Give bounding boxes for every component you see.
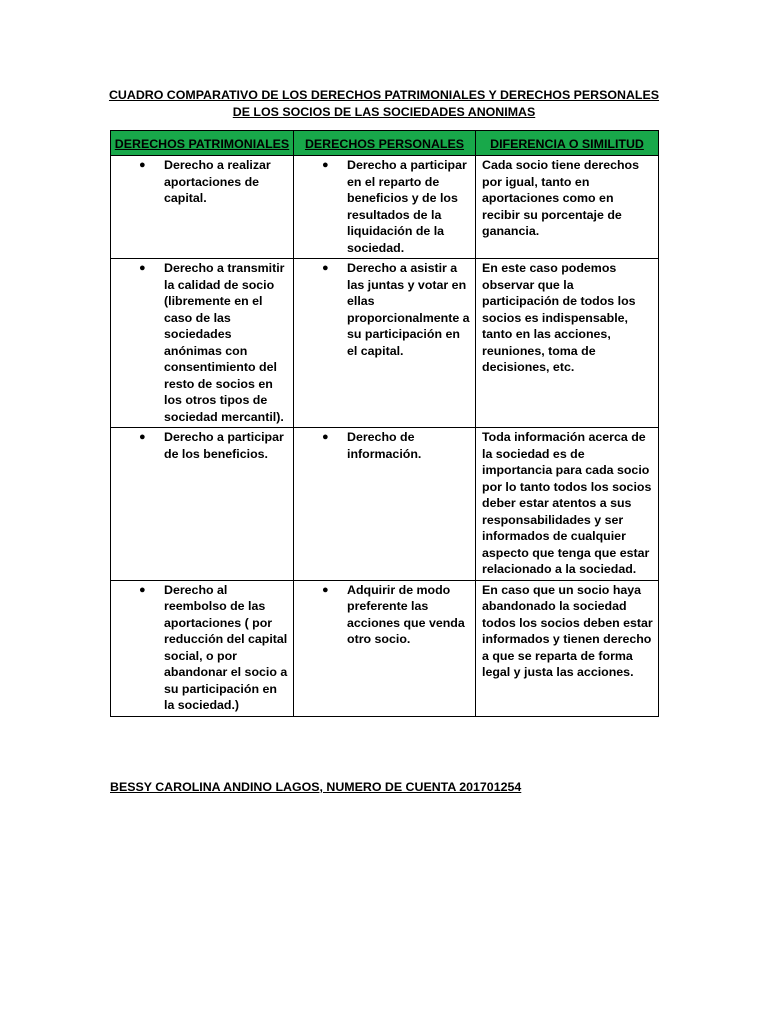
table-row bbox=[111, 428, 659, 581]
cell-patrimoniales bbox=[111, 259, 294, 428]
cell-patrimoniales bbox=[111, 428, 294, 581]
cell-text: Derecho a participar en el reparto de beneficios y de los resultados de la liquidación de la sociedad. bbox=[347, 158, 467, 255]
cell-text: Adquirir de modo preferente las acciones que venda otro socio. bbox=[347, 582, 465, 646]
comparison-table bbox=[110, 130, 659, 717]
bullet-icon: ● bbox=[322, 262, 329, 274]
document-title: CUADRO COMPARATIVO DE LOS DERECHOS PATRIMONIALES Y DERECHOS PERSONALES DE LOS SOCIOS DE LAS SOCIEDADES ANONIMAS bbox=[108, 88, 660, 119]
bullet-icon: ● bbox=[139, 262, 146, 274]
cell-diferencia bbox=[476, 156, 659, 259]
cell-personales bbox=[294, 580, 476, 716]
cell-text: Derecho a participar de los beneficios. bbox=[164, 430, 284, 461]
header-personales: DERECHOS PERSONALES bbox=[294, 131, 476, 156]
bullet-icon: ● bbox=[139, 431, 146, 443]
table-row bbox=[111, 580, 659, 716]
cell-text: Derecho a transmitir la calidad de socio (libremente en el caso de las sociedades anónimas con consentimiento del resto de socios en los otros tipos de sociedad mercantil). bbox=[164, 261, 285, 424]
cell-text: Derecho a realizar aportaciones de capital. bbox=[164, 158, 271, 205]
cell-text: Derecho a asistir a las juntas y votar en ellas proporcionalmente a su participación en el capital. bbox=[347, 261, 470, 358]
bullet-icon: ● bbox=[139, 583, 146, 596]
bullet-icon: ● bbox=[322, 159, 329, 171]
cell-personales bbox=[294, 428, 476, 581]
table-header-row bbox=[111, 131, 659, 156]
cell-text: Derecho al reembolso de las aportaciones ( por reducción del capital social, o por abandonar el socio a su participación en la sociedad.) bbox=[164, 582, 288, 712]
cell-text: En caso que un socio haya abandonado la sociedad todos los socios deben estar informados y tienen derecho a que se reparta de forma legal y justa las acciones. bbox=[482, 582, 653, 679]
cell-text: Derecho de información. bbox=[347, 430, 422, 461]
cell-text: Toda información acerca de la sociedad es de importancia para cada socio por lo tanto todos los socios deber estar atentos a sus responsabilidades y ser informados de cualquier aspecto que tenga que estar relacionado a la sociedad. bbox=[482, 430, 652, 576]
cell-text: En este caso podemos observar que la participación de todos los socios es indispensable, tanto en las acciones, reuniones, toma de decisiones, etc. bbox=[482, 261, 636, 374]
cell-personales bbox=[294, 259, 476, 428]
bullet-icon: ● bbox=[322, 431, 329, 443]
author-footer: BESSY CAROLINA ANDINO LAGOS, NUMERO DE CUENTA 201701254 bbox=[110, 780, 522, 794]
header-diferencia: DIFERENCIA O SIMILITUD bbox=[476, 131, 659, 156]
table-row bbox=[111, 259, 659, 428]
bullet-icon: ● bbox=[139, 159, 146, 171]
cell-text: Cada socio tiene derechos por igual, tanto en aportaciones como en recibir su porcentaje de ganancia. bbox=[482, 158, 640, 238]
cell-diferencia bbox=[476, 428, 659, 581]
cell-personales bbox=[294, 156, 476, 259]
cell-diferencia bbox=[476, 580, 659, 716]
cell-diferencia bbox=[476, 259, 659, 428]
bullet-icon: ● bbox=[322, 583, 329, 596]
cell-patrimoniales bbox=[111, 580, 294, 716]
table-row bbox=[111, 156, 659, 259]
header-patrimoniales: DERECHOS PATRIMONIALES bbox=[111, 131, 294, 156]
cell-patrimoniales bbox=[111, 156, 294, 259]
